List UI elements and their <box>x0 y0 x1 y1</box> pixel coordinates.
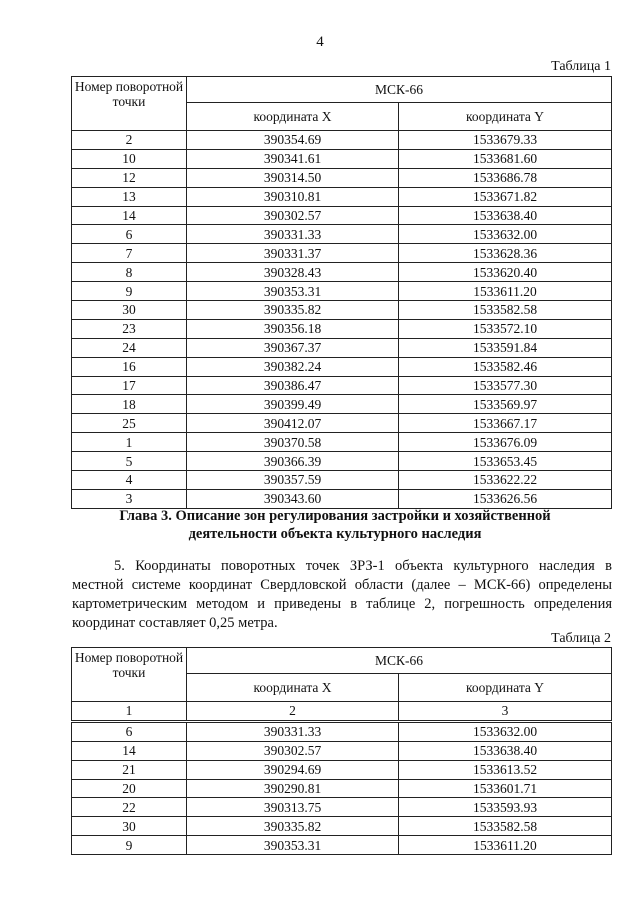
point-number-cell: 1 <box>72 433 187 452</box>
point-number-cell: 6 <box>72 721 187 741</box>
coord-x-cell: 390357.59 <box>187 471 399 490</box>
coord-y-cell: 1533622.22 <box>399 471 612 490</box>
coord-x-cell: 390412.07 <box>187 414 399 433</box>
table1-system-header: МСК-66 <box>187 77 612 103</box>
coord-y-cell: 1533620.40 <box>399 263 612 282</box>
point-number-cell: 18 <box>72 395 187 414</box>
table-row <box>72 131 612 150</box>
coord-y-cell: 1533611.20 <box>399 282 612 301</box>
coord-x-cell: 390314.50 <box>187 168 399 187</box>
point-number-cell: 2 <box>72 131 187 150</box>
point-number-cell: 17 <box>72 376 187 395</box>
coord-x-cell: 390331.33 <box>187 721 399 741</box>
table-row <box>72 282 612 301</box>
coord-y-cell: 1533671.82 <box>399 187 612 206</box>
coord-y-cell: 1533626.56 <box>399 489 612 508</box>
table2-point-header: Номер поворотной точки <box>72 648 187 702</box>
point-number-cell: 14 <box>72 741 187 760</box>
coord-x-cell: 390370.58 <box>187 433 399 452</box>
coord-x-cell: 390399.49 <box>187 395 399 414</box>
coord-x-cell: 390343.60 <box>187 489 399 508</box>
coord-x-cell: 390367.37 <box>187 338 399 357</box>
point-number-cell: 14 <box>72 206 187 225</box>
paragraph-5 <box>72 557 612 633</box>
coord-y-cell: 1533613.52 <box>399 760 612 779</box>
table-row <box>72 244 612 263</box>
table1-y-header: координата Y <box>399 103 612 131</box>
table1 <box>71 76 612 509</box>
coord-y-cell: 1533667.17 <box>399 414 612 433</box>
table-row <box>72 149 612 168</box>
table-row <box>72 395 612 414</box>
table-row <box>72 817 612 836</box>
coord-y-cell: 1533577.30 <box>399 376 612 395</box>
coord-y-cell: 1533638.40 <box>399 206 612 225</box>
coord-x-cell: 390328.43 <box>187 263 399 282</box>
table2-x-header: координата X <box>187 674 399 702</box>
table-row <box>72 301 612 320</box>
point-number-cell: 4 <box>72 471 187 490</box>
point-number-cell: 9 <box>72 836 187 855</box>
point-number-cell: 13 <box>72 187 187 206</box>
coord-x-cell: 390386.47 <box>187 376 399 395</box>
table2-body <box>72 702 612 855</box>
table2-system-header: МСК-66 <box>187 648 612 674</box>
table-row <box>72 471 612 490</box>
coord-x-cell: 390356.18 <box>187 319 399 338</box>
table-row <box>72 798 612 817</box>
coord-y-cell: 1533569.97 <box>399 395 612 414</box>
table2 <box>71 647 612 855</box>
table-row <box>72 168 612 187</box>
table-row <box>72 452 612 471</box>
coord-x-cell: 390366.39 <box>187 452 399 471</box>
table2-y-header: координата Y <box>399 674 612 702</box>
coord-y-cell: 1533628.36 <box>399 244 612 263</box>
table2-column-numbers <box>72 702 612 722</box>
point-number-cell: 9 <box>72 282 187 301</box>
page-number: 4 <box>316 34 324 50</box>
table2-caption: Таблица 2 <box>551 631 611 646</box>
coord-x-cell: 390302.57 <box>187 206 399 225</box>
coord-x-cell: 390331.33 <box>187 225 399 244</box>
table1-x-header: координата X <box>187 103 399 131</box>
coord-y-cell: 1533681.60 <box>399 149 612 168</box>
point-number-cell: 6 <box>72 225 187 244</box>
point-number-cell: 20 <box>72 779 187 798</box>
coord-y-cell: 1533572.10 <box>399 319 612 338</box>
coord-y-cell: 1533632.00 <box>399 225 612 244</box>
coord-y-cell: 1533686.78 <box>399 168 612 187</box>
point-number-cell: 10 <box>72 149 187 168</box>
coord-y-cell: 1533591.84 <box>399 338 612 357</box>
table-row <box>72 779 612 798</box>
coord-x-cell: 390290.81 <box>187 779 399 798</box>
table1-caption: Таблица 1 <box>551 59 611 74</box>
paragraph-text: 5. Координаты поворотных точек ЗРЗ-1 объекта культурного наследия в местной системе координат Свердловской области (далее – МСК-66) определены картометрическим методом и приведены в таблице 2, погрешность определения координат составляет 0,25 метра. <box>72 558 612 631</box>
table2-colnum-2: 2 <box>187 702 399 722</box>
table-row <box>72 338 612 357</box>
coord-y-cell: 1533679.33 <box>399 131 612 150</box>
coord-y-cell: 1533638.40 <box>399 741 612 760</box>
coord-x-cell: 390382.24 <box>187 357 399 376</box>
table-row <box>72 206 612 225</box>
table1-point-header: Номер поворотной точки <box>72 77 187 131</box>
table-row <box>72 489 612 508</box>
coord-x-cell: 390302.57 <box>187 741 399 760</box>
table2-colnum-1: 1 <box>72 702 187 722</box>
table-row <box>72 357 612 376</box>
coord-x-cell: 390294.69 <box>187 760 399 779</box>
coord-x-cell: 390354.69 <box>187 131 399 150</box>
table-row <box>72 319 612 338</box>
coord-x-cell: 390353.31 <box>187 836 399 855</box>
table-row <box>72 760 612 779</box>
coord-y-cell: 1533601.71 <box>399 779 612 798</box>
point-number-cell: 23 <box>72 319 187 338</box>
table-row <box>72 263 612 282</box>
table-row <box>72 414 612 433</box>
coord-x-cell: 390331.37 <box>187 244 399 263</box>
point-number-cell: 7 <box>72 244 187 263</box>
coord-x-cell: 390341.61 <box>187 149 399 168</box>
table-row <box>72 721 612 741</box>
point-number-cell: 22 <box>72 798 187 817</box>
point-number-cell: 12 <box>72 168 187 187</box>
table1-body <box>72 131 612 509</box>
coord-y-cell: 1533653.45 <box>399 452 612 471</box>
point-number-cell: 3 <box>72 489 187 508</box>
table-row <box>72 433 612 452</box>
coord-x-cell: 390353.31 <box>187 282 399 301</box>
coord-y-cell: 1533582.46 <box>399 357 612 376</box>
point-number-cell: 24 <box>72 338 187 357</box>
table-row <box>72 376 612 395</box>
table-row <box>72 836 612 855</box>
coord-x-cell: 390310.81 <box>187 187 399 206</box>
table-row <box>72 225 612 244</box>
chapter-heading: Глава 3. Описание зон регулирования застройки и хозяйственной деятельности объекта культурного наследия <box>119 508 551 542</box>
point-number-cell: 21 <box>72 760 187 779</box>
table2-colnum-3: 3 <box>399 702 612 722</box>
point-number-cell: 8 <box>72 263 187 282</box>
point-number-cell: 5 <box>72 452 187 471</box>
coord-x-cell: 390313.75 <box>187 798 399 817</box>
point-number-cell: 16 <box>72 357 187 376</box>
coord-y-cell: 1533582.58 <box>399 301 612 320</box>
table-row <box>72 187 612 206</box>
coord-y-cell: 1533611.20 <box>399 836 612 855</box>
coord-y-cell: 1533632.00 <box>399 721 612 741</box>
point-number-cell: 30 <box>72 301 187 320</box>
point-number-cell: 25 <box>72 414 187 433</box>
coord-x-cell: 390335.82 <box>187 301 399 320</box>
coord-y-cell: 1533582.58 <box>399 817 612 836</box>
coord-x-cell: 390335.82 <box>187 817 399 836</box>
point-number-cell: 30 <box>72 817 187 836</box>
coord-y-cell: 1533676.09 <box>399 433 612 452</box>
coord-y-cell: 1533593.93 <box>399 798 612 817</box>
table-row <box>72 741 612 760</box>
